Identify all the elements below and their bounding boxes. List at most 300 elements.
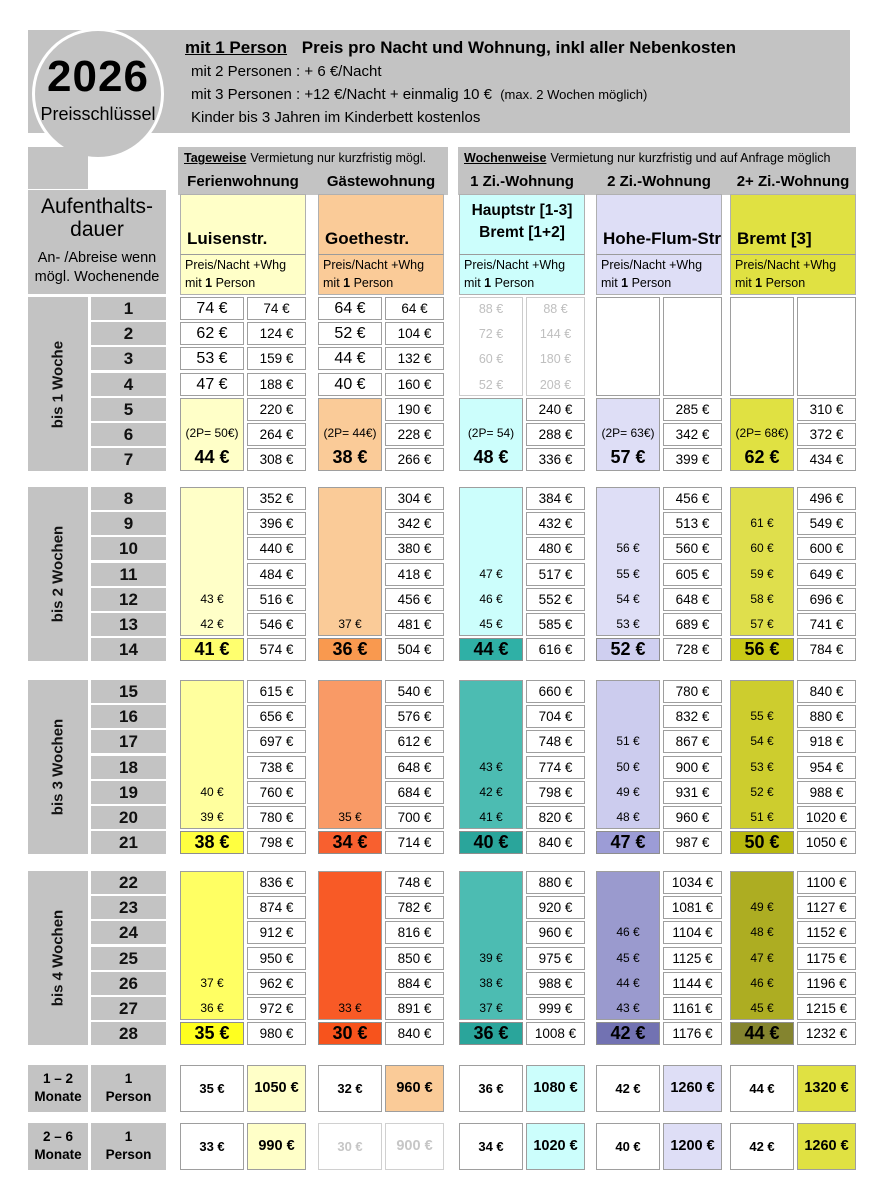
price-total-cell: 780 €: [663, 680, 722, 703]
price-total-cell: 1215 €: [797, 997, 856, 1020]
price-night-cell: 52 €: [318, 322, 382, 345]
price-total-cell: 918 €: [797, 730, 856, 753]
subheader-line2-part: mit: [464, 276, 485, 290]
month-person-cell: [91, 1065, 166, 1112]
price-total-cell: 960 €: [663, 806, 722, 829]
subheader-line2-part: mit: [601, 276, 622, 290]
month-total-cell: 900 €: [385, 1123, 444, 1170]
month-night-cell: 32 €: [318, 1065, 382, 1112]
weekly-final-price: 30 €: [318, 1022, 382, 1045]
price-total-cell: 704 €: [526, 705, 585, 728]
price-total-cell: 960 €: [526, 921, 585, 944]
price-total-box: [797, 297, 856, 396]
month-total-cell: 1260 €: [663, 1065, 722, 1112]
night-price-value: 54 €: [616, 591, 640, 606]
night-price-value: 39 €: [200, 810, 224, 824]
price-total-cell: 891 €: [385, 997, 444, 1020]
weekly-final-price: 44 €: [194, 447, 230, 468]
muted-total-value: 88 €: [543, 302, 568, 316]
price-total-cell: 342 €: [385, 512, 444, 535]
price-night-cell: 64 €: [318, 297, 382, 320]
day-number-cell: 13: [91, 613, 166, 636]
price-total-cell: 188 €: [247, 373, 306, 396]
price-total-cell: 132 €: [385, 347, 444, 370]
day-number-cell: 7: [91, 448, 166, 471]
day-number-cell: 9: [91, 512, 166, 535]
price-total-cell: 1050 €: [797, 831, 856, 854]
price-total-cell: 480 €: [526, 537, 585, 560]
wochenweise-note: Vermietung nur kurzfristig und auf Anfrage möglich: [550, 151, 831, 165]
price-total-cell: 336 €: [526, 448, 585, 471]
price-total-cell: 1081 €: [663, 896, 722, 919]
price-total-cell: 159 €: [247, 347, 306, 370]
column-type-label: Gästewohnung: [326, 173, 436, 190]
price-total-cell: 648 €: [385, 756, 444, 779]
week-label-cell: [28, 297, 88, 471]
day-number-cell: 11: [91, 563, 166, 586]
subheader-line2: [464, 276, 534, 290]
weekly-final-price: 38 €: [332, 447, 368, 468]
subheader-line2-part: Person: [628, 276, 672, 290]
price-total-cell: 496 €: [797, 487, 856, 510]
day-number-cell: 27: [91, 997, 166, 1020]
price-total-cell: 1152 €: [797, 921, 856, 944]
weekly-final-price: 62 €: [744, 447, 780, 468]
price-total-cell: 1020 €: [797, 806, 856, 829]
apartment-name-line1: Bremt [3]: [737, 229, 812, 248]
column-type-label: 2 Zi.-Wohnung: [607, 173, 711, 190]
day-number-cell: 8: [91, 487, 166, 510]
night-price-value: 33 €: [338, 1001, 362, 1015]
price-total-cell: 741 €: [797, 613, 856, 636]
price-total-cell: 820 €: [526, 806, 585, 829]
week-label-cell: [28, 487, 88, 661]
week-label-cell: [28, 871, 88, 1045]
price-total-cell: 600 €: [797, 537, 856, 560]
price-total-cell: 774 €: [526, 756, 585, 779]
subheader-line1: Preis/Nacht +Whg: [323, 258, 425, 272]
night-price-value: 48 €: [750, 925, 774, 940]
price-total-cell: 840 €: [385, 1022, 444, 1045]
night-price-value: 50 €: [616, 759, 640, 774]
week-label-text: bis 4 Wochen: [49, 909, 67, 1007]
day-number-cell: 10: [91, 537, 166, 560]
night-price-value: 49 €: [750, 900, 774, 915]
price-total-cell: 384 €: [526, 487, 585, 510]
price-total-cell: 372 €: [797, 423, 856, 446]
night-price-value: 46 €: [750, 975, 774, 990]
day-number-cell: 4: [91, 373, 166, 396]
night-price-block: [596, 487, 660, 636]
price-total-cell: 513 €: [663, 512, 722, 535]
price-total-cell: 1034 €: [663, 871, 722, 894]
price-total-cell: 615 €: [247, 680, 306, 703]
night-price-block: [596, 871, 660, 1020]
price-total-cell: 220 €: [247, 398, 306, 421]
week-label-text: bis 1 Woche: [49, 340, 67, 428]
subheader-line2-part: 1: [343, 276, 351, 290]
weekly-final-price: 36 €: [318, 638, 382, 661]
price-total-cell: 432 €: [526, 512, 585, 535]
subheader-line2-part: Person: [350, 276, 394, 290]
night-price-value: 45 €: [750, 1001, 774, 1015]
price-night-cell: 53 €: [180, 347, 244, 370]
night-price-value: 39 €: [479, 950, 503, 965]
night-price-value: 43 €: [479, 759, 503, 774]
night-price-block: [180, 487, 244, 636]
price-total-cell: 1196 €: [797, 972, 856, 995]
month-duration-cell: [28, 1065, 88, 1112]
price-total-cell: 850 €: [385, 947, 444, 970]
two-person-price-cell: [318, 398, 382, 471]
week-label-text: bis 2 Wochen: [49, 525, 67, 623]
muted-night-value: 52 €: [478, 377, 504, 392]
price-total-cell: 912 €: [247, 921, 306, 944]
price-total-cell: 832 €: [663, 705, 722, 728]
price-total-cell: 714 €: [385, 831, 444, 854]
night-price-value: 45 €: [479, 617, 503, 631]
price-total-cell: 748 €: [526, 730, 585, 753]
aufenthaltsdauer-panel: [28, 190, 166, 294]
persons-1-emphasis: mit 1 Person: [185, 38, 288, 57]
weekly-final-price: 56 €: [730, 638, 794, 661]
price-total-cell: 649 €: [797, 563, 856, 586]
price-total-cell: 1175 €: [797, 947, 856, 970]
night-price-value: 58 €: [750, 591, 774, 606]
price-total-cell: 1008 €: [526, 1022, 585, 1045]
tageweise-note: Vermietung nur kurzfristig mögl.: [250, 151, 427, 165]
price-total-cell: 780 €: [247, 806, 306, 829]
day-number-cell: 21: [91, 831, 166, 854]
price-total-cell: 696 €: [797, 588, 856, 611]
night-price-value: 61 €: [750, 516, 774, 531]
price-total-cell: 950 €: [247, 947, 306, 970]
price-total-cell: 931 €: [663, 781, 722, 804]
price-total-cell: 700 €: [385, 806, 444, 829]
subheader-line2-part: 1: [621, 276, 629, 290]
apartment-name-cell: [318, 194, 444, 254]
price-subheader-cell: [596, 254, 722, 295]
price-total-cell: 840 €: [797, 680, 856, 703]
price-total-cell: 798 €: [247, 831, 306, 854]
night-price-block: [318, 871, 382, 1020]
month-night-cell: 42 €: [730, 1123, 794, 1170]
night-price-value: 51 €: [750, 810, 774, 824]
subheader-line2-part: Person: [762, 276, 806, 290]
night-price-value: 59 €: [750, 566, 774, 581]
subheader-line2-part: 1: [205, 276, 213, 290]
weekly-final-price: 35 €: [180, 1022, 244, 1045]
night-price-value: 54 €: [750, 734, 774, 749]
price-total-cell: 481 €: [385, 613, 444, 636]
muted-total-value: 180 €: [539, 352, 572, 367]
weekly-final-price: 41 €: [180, 638, 244, 661]
price-total-cell: 962 €: [247, 972, 306, 995]
price-total-cell: 836 €: [247, 871, 306, 894]
apartment-name-line1: Goethestr.: [325, 229, 410, 248]
night-price-value: 47 €: [750, 950, 774, 965]
night-price-value: 48 €: [616, 810, 640, 824]
price-subheader-cell: [318, 254, 444, 295]
price-subheader-cell: [459, 254, 585, 295]
panel-title-line2: dauer: [70, 218, 124, 241]
apartment-name-line2: Bremt [1+2]: [479, 224, 565, 241]
panel-title-line1: Aufenthalts-: [40, 195, 154, 218]
weekly-final-price: 36 €: [459, 1022, 523, 1045]
weekly-final-price: 34 €: [318, 831, 382, 854]
muted-night-value: 72 €: [478, 327, 504, 342]
price-total-cell: 380 €: [385, 537, 444, 560]
month-duration-line2: Monate: [34, 1147, 82, 1162]
night-price-value: 42 €: [200, 617, 224, 631]
night-price-block: [596, 680, 660, 829]
day-number-cell: 25: [91, 947, 166, 970]
p2-surcharge-note: (2P= 68€): [735, 425, 789, 440]
price-total-cell: 920 €: [526, 896, 585, 919]
month-total-cell: 1200 €: [663, 1123, 722, 1170]
price-total-cell: 648 €: [663, 588, 722, 611]
apartment-name-cell: [180, 194, 306, 254]
two-person-price-cell: [459, 398, 523, 471]
price-total-cell: 816 €: [385, 921, 444, 944]
week-label-cell: [28, 680, 88, 854]
weekly-final-price: 38 €: [180, 831, 244, 854]
month-person-line2: Person: [105, 1147, 152, 1162]
night-price-block: [459, 680, 523, 829]
night-price-value: 46 €: [479, 591, 503, 606]
night-price-value: 53 €: [750, 759, 774, 774]
month-duration-line2: Monate: [34, 1089, 82, 1104]
price-total-cell: 190 €: [385, 398, 444, 421]
price-total-cell: 874 €: [247, 896, 306, 919]
night-price-block: [180, 871, 244, 1020]
price-total-cell: 972 €: [247, 997, 306, 1020]
day-number-cell: 3: [91, 347, 166, 370]
subheader-line2-part: mit: [185, 276, 206, 290]
price-total-cell: 456 €: [385, 588, 444, 611]
price-total-cell: 396 €: [247, 512, 306, 535]
month-night-cell: 30 €: [318, 1123, 382, 1170]
price-total-cell: 74 €: [247, 297, 306, 320]
day-number-cell: 1: [91, 297, 166, 320]
price-total-cell: 418 €: [385, 563, 444, 586]
weekly-final-price: 47 €: [596, 831, 660, 854]
price-total-cell: 1100 €: [797, 871, 856, 894]
night-price-block: [318, 487, 382, 636]
night-price-block: [318, 680, 382, 829]
subheader-line2: [185, 276, 255, 290]
price-total-cell: 1104 €: [663, 921, 722, 944]
month-duration-line1: 2 – 6: [42, 1129, 74, 1144]
price-total-cell: 574 €: [247, 638, 306, 661]
subheader-line2-part: 1: [484, 276, 492, 290]
weekly-final-price: 40 €: [459, 831, 523, 854]
price-total-cell: 988 €: [526, 972, 585, 995]
day-number-cell: 2: [91, 322, 166, 345]
panel-note-line1: An- /Abreise wenn: [37, 250, 157, 266]
night-price-value: 42 €: [479, 784, 503, 799]
price-total-cell: 616 €: [526, 638, 585, 661]
day-number-cell: 14: [91, 638, 166, 661]
price-total-cell: 266 €: [385, 448, 444, 471]
apartment-name-line1: Hohe-Flum-Str: [603, 229, 722, 248]
price-total-cell: 987 €: [663, 831, 722, 854]
pricing-note-line3-main: mit 3 Personen : +12 €/Nacht + einmalig 10 €: [191, 86, 493, 103]
column-type-label: Ferienwohnung: [187, 173, 299, 190]
price-total-cell: 310 €: [797, 398, 856, 421]
night-price-block: [459, 871, 523, 1020]
month-total-cell: 1020 €: [526, 1123, 585, 1170]
p2-surcharge-note: (2P= 50€): [185, 425, 239, 440]
price-total-cell: 1125 €: [663, 947, 722, 970]
month-night-cell: 36 €: [459, 1065, 523, 1112]
day-number-cell: 22: [91, 871, 166, 894]
price-total-cell: 552 €: [526, 588, 585, 611]
price-total-cell: 308 €: [247, 448, 306, 471]
year-text: 2026: [47, 52, 149, 101]
night-price-block: [459, 487, 523, 636]
apartment-name-cell: [459, 194, 585, 254]
subheader-line1: Preis/Nacht +Whg: [601, 258, 703, 272]
price-total-cell: 605 €: [663, 563, 722, 586]
two-person-price-cell: [180, 398, 244, 471]
price-total-cell: 285 €: [663, 398, 722, 421]
night-price-value: 43 €: [200, 591, 224, 606]
price-total-cell: 1161 €: [663, 997, 722, 1020]
price-total-cell: 585 €: [526, 613, 585, 636]
price-subheader-cell: [180, 254, 306, 295]
night-price-value: 57 €: [750, 617, 774, 631]
weekly-final-price: 42 €: [596, 1022, 660, 1045]
apartment-name-cell: [730, 194, 856, 254]
price-total-cell: 728 €: [663, 638, 722, 661]
day-number-cell: 12: [91, 588, 166, 611]
night-price-block: [730, 871, 794, 1020]
month-night-cell: 34 €: [459, 1123, 523, 1170]
apartment-name-line1: Hauptstr [1-3]: [471, 202, 573, 219]
day-number-cell: 6: [91, 423, 166, 446]
day-number-cell: 19: [91, 781, 166, 804]
price-total-cell: 840 €: [526, 831, 585, 854]
price-total-cell: 560 €: [663, 537, 722, 560]
subheader-line2-part: 1: [755, 276, 763, 290]
price-total-cell: 782 €: [385, 896, 444, 919]
badge-subtitle: Preisschlüssel: [40, 104, 156, 124]
p2-surcharge-note: (2P= 63€): [601, 425, 655, 440]
pricing-note-line4: Kinder bis 3 Jahren im Kinderbett kostenlos: [191, 109, 481, 126]
night-price-value: 43 €: [616, 1001, 640, 1015]
pricing-note-line3: [185, 83, 850, 106]
price-total-cell: 288 €: [526, 423, 585, 446]
month-person-line2: Person: [105, 1089, 152, 1104]
weekly-final-price: 48 €: [473, 447, 509, 468]
weekly-final-price: 44 €: [459, 638, 523, 661]
price-total-cell: 1144 €: [663, 972, 722, 995]
night-price-value: 35 €: [338, 810, 362, 824]
pricing-note-line3-note: (max. 2 Wochen möglich): [500, 87, 648, 102]
muted-total-value: 208 €: [539, 377, 572, 392]
night-price-value: 51 €: [616, 734, 640, 749]
price-total-cell: 689 €: [663, 613, 722, 636]
price-total-cell: 748 €: [385, 871, 444, 894]
price-total-cell: 880 €: [526, 871, 585, 894]
price-total-cell: 504 €: [385, 638, 444, 661]
price-total-cell: 104 €: [385, 322, 444, 345]
price-total-cell: 124 €: [247, 322, 306, 345]
price-total-cell: 697 €: [247, 730, 306, 753]
night-price-value: 46 €: [616, 925, 640, 940]
day-number-cell: 16: [91, 705, 166, 728]
subheader-line2: [601, 276, 671, 290]
sidebar-strip: [28, 147, 88, 189]
month-night-cell: 33 €: [180, 1123, 244, 1170]
price-total-cell: 980 €: [247, 1022, 306, 1045]
night-price-value: 37 €: [338, 617, 362, 631]
month-person-cell: [91, 1123, 166, 1170]
price-total-cell: 1176 €: [663, 1022, 722, 1045]
subheader-line2: [323, 276, 393, 290]
price-total-cell: 867 €: [663, 730, 722, 753]
night-price-value: 55 €: [750, 709, 774, 724]
price-total-cell: 660 €: [526, 680, 585, 703]
weekly-final-price: 44 €: [730, 1022, 794, 1045]
price-total-cell: 738 €: [247, 756, 306, 779]
price-night-cell: 74 €: [180, 297, 244, 320]
day-number-cell: 20: [91, 806, 166, 829]
price-night-cell: 47 €: [180, 373, 244, 396]
month-total-cell: 1080 €: [526, 1065, 585, 1112]
night-price-value: 49 €: [616, 784, 640, 799]
price-total-cell: 352 €: [247, 487, 306, 510]
day-number-cell: 24: [91, 921, 166, 944]
price-total-cell: 880 €: [797, 705, 856, 728]
price-total-cell: 900 €: [663, 756, 722, 779]
month-person-line1: 1: [124, 1129, 133, 1144]
month-total-cell: 1050 €: [247, 1065, 306, 1112]
muted-night-value: 60 €: [478, 352, 504, 367]
price-total-cell: 228 €: [385, 423, 444, 446]
pricing-note-line1-rest: Preis pro Nacht und Wohnung, inkl aller Nebenkosten: [301, 38, 736, 57]
price-total-cell: 760 €: [247, 781, 306, 804]
night-price-value: 36 €: [200, 1001, 224, 1015]
night-price-value: 45 €: [616, 950, 640, 965]
month-total-cell: 960 €: [385, 1065, 444, 1112]
apartment-name-line1: Luisenstr.: [187, 229, 268, 248]
subheader-line2: [735, 276, 805, 290]
month-total-cell: 990 €: [247, 1123, 306, 1170]
price-night-box: [730, 297, 794, 396]
weekly-final-price: 57 €: [610, 447, 646, 468]
night-price-value: 38 €: [479, 975, 503, 990]
month-total-cell: 1260 €: [797, 1123, 856, 1170]
night-price-value: 37 €: [479, 1001, 503, 1015]
price-total-cell: 549 €: [797, 512, 856, 535]
subheader-line2-part: mit: [735, 276, 756, 290]
price-total-cell: 304 €: [385, 487, 444, 510]
night-price-block: [730, 680, 794, 829]
subheader-line1: Preis/Nacht +Whg: [735, 258, 837, 272]
month-person-line1: 1: [124, 1071, 133, 1086]
price-total-cell: 1127 €: [797, 896, 856, 919]
night-price-block: [180, 680, 244, 829]
p2-surcharge-note: (2P= 54): [467, 425, 515, 440]
day-number-cell: 28: [91, 1022, 166, 1045]
year-badge: [32, 28, 164, 160]
subheader-line2-part: Person: [212, 276, 256, 290]
night-price-value: 44 €: [616, 975, 640, 990]
night-price-value: 40 €: [200, 784, 224, 799]
month-night-cell: 42 €: [596, 1065, 660, 1112]
